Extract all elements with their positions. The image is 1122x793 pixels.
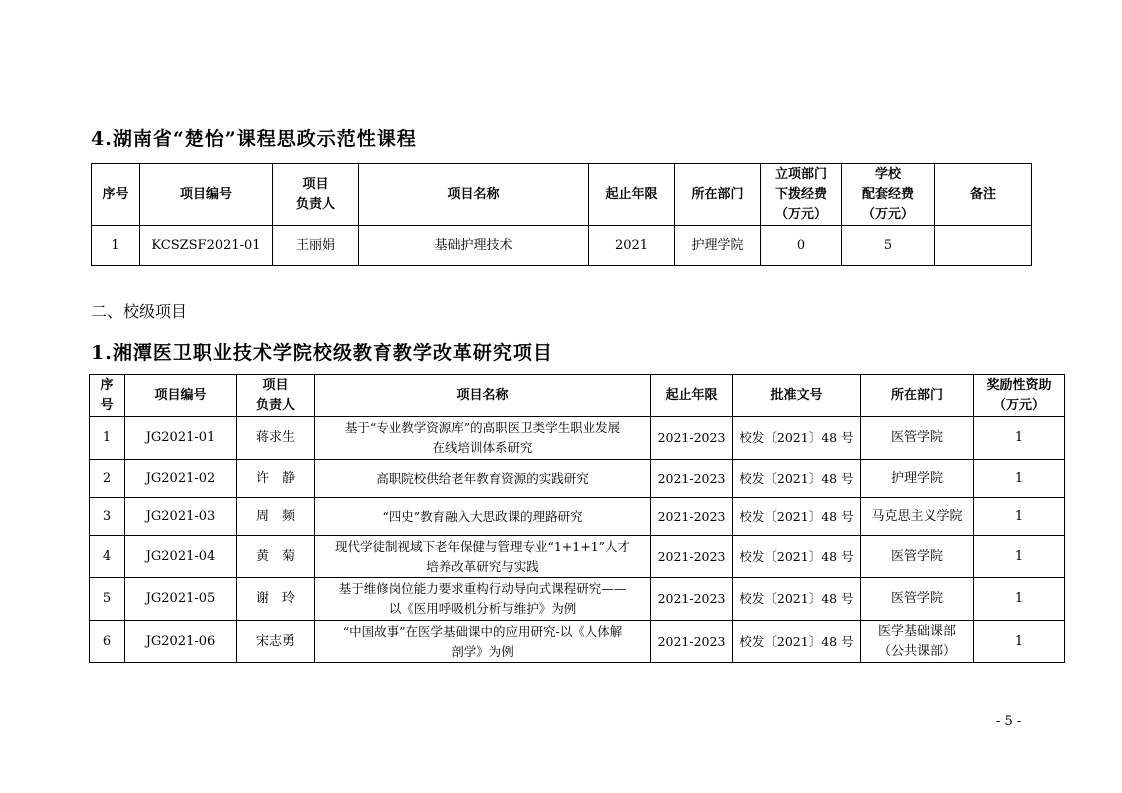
col-header: 项目编号 xyxy=(140,164,273,226)
table-cell: 校发〔2021〕48 号 xyxy=(733,578,861,621)
col-header: 立项部门 下拨经费 （万元） xyxy=(761,164,842,226)
section2-title: 1.湘潭医卫职业技术学院校级教育教学改革研究项目 xyxy=(91,342,553,364)
table-cell: 1 xyxy=(90,417,125,460)
table-cell: 5 xyxy=(90,578,125,621)
table-cell: 校发〔2021〕48 号 xyxy=(733,417,861,460)
provincial-course-table xyxy=(91,163,1032,266)
table-cell: 许 静 xyxy=(237,460,315,498)
table-cell: JG2021-02 xyxy=(125,460,237,498)
col-header: 所在部门 xyxy=(675,164,761,226)
section1-title: 4.湖南省“楚怡”课程思政示范性课程 xyxy=(91,128,417,150)
col-header: 项目名称 xyxy=(359,164,589,226)
table-row xyxy=(92,226,1032,266)
table-cell: 基于“专业教学资源库”的高职医卫类学生职业发展 在线培训体系研究 xyxy=(315,417,651,460)
table-cell: 宋志勇 xyxy=(237,621,315,663)
table-cell: 黄 菊 xyxy=(237,536,315,578)
table-header-row xyxy=(90,375,1065,417)
page-number: - 5 - xyxy=(996,714,1022,729)
table-cell: 校发〔2021〕48 号 xyxy=(733,536,861,578)
table-cell: 6 xyxy=(90,621,125,663)
table-cell: 基础护理技术 xyxy=(359,226,589,266)
school-reform-table xyxy=(89,374,1065,663)
col-header: 起止年限 xyxy=(589,164,675,226)
col-header: 项目 负责人 xyxy=(237,375,315,417)
table-cell: 2021-2023 xyxy=(651,460,733,498)
table-row xyxy=(90,498,1065,536)
table-cell: 护理学院 xyxy=(675,226,761,266)
table-cell: 1 xyxy=(974,621,1065,663)
section2-heading: 二、校级项目 xyxy=(91,302,188,321)
table-row xyxy=(90,417,1065,460)
table-cell: 高职院校供给老年教育资源的实践研究 xyxy=(315,460,651,498)
col-header: 批准文号 xyxy=(733,375,861,417)
table-cell: “中国故事”在医学基础课中的应用研究-以《人体解 剖学》为例 xyxy=(315,621,651,663)
col-header: 奖励性资助 （万元） xyxy=(974,375,1065,417)
table-cell: JG2021-04 xyxy=(125,536,237,578)
table-cell: JG2021-03 xyxy=(125,498,237,536)
table-cell: 4 xyxy=(90,536,125,578)
col-header: 起止年限 xyxy=(651,375,733,417)
table-cell: 马克思主义学院 xyxy=(861,498,974,536)
table-cell: 护理学院 xyxy=(861,460,974,498)
table-cell: 王丽娟 xyxy=(273,226,359,266)
table-row xyxy=(90,578,1065,621)
table-row xyxy=(90,536,1065,578)
table-cell: 1 xyxy=(92,226,140,266)
table-cell: JG2021-01 xyxy=(125,417,237,460)
table-cell: 2021 xyxy=(589,226,675,266)
table-row xyxy=(90,460,1065,498)
table-cell: 2021-2023 xyxy=(651,498,733,536)
table-cell: “四史”教育融入大思政课的理路研究 xyxy=(315,498,651,536)
table-cell: 校发〔2021〕48 号 xyxy=(733,460,861,498)
table-cell: 2021-2023 xyxy=(651,536,733,578)
table-row xyxy=(90,621,1065,663)
table-cell: 周 频 xyxy=(237,498,315,536)
table-cell: JG2021-06 xyxy=(125,621,237,663)
table-cell: 谢 玲 xyxy=(237,578,315,621)
table-cell: 2021-2023 xyxy=(651,417,733,460)
table-cell: 1 xyxy=(974,460,1065,498)
table-cell: 1 xyxy=(974,498,1065,536)
col-header: 学校 配套经费 （万元） xyxy=(842,164,935,226)
table-cell: 1 xyxy=(974,417,1065,460)
table-cell: 0 xyxy=(761,226,842,266)
col-header: 项目 负责人 xyxy=(273,164,359,226)
table-cell: 2 xyxy=(90,460,125,498)
table-cell: 1 xyxy=(974,578,1065,621)
table-cell: 蒋求生 xyxy=(237,417,315,460)
table-cell: 医管学院 xyxy=(861,417,974,460)
table-header-row xyxy=(92,164,1032,226)
table-cell: JG2021-05 xyxy=(125,578,237,621)
table-cell: 5 xyxy=(842,226,935,266)
col-header: 序号 xyxy=(92,164,140,226)
table-cell: 现代学徒制视域下老年保健与管理专业“1+1+1”人才 培养改革研究与实践 xyxy=(315,536,651,578)
table-cell: 3 xyxy=(90,498,125,536)
col-header: 备注 xyxy=(935,164,1032,226)
table-cell: 医管学院 xyxy=(861,536,974,578)
col-header: 所在部门 xyxy=(861,375,974,417)
table-cell: KCSZSF2021-01 xyxy=(140,226,273,266)
table-cell: 医管学院 xyxy=(861,578,974,621)
table-cell: 医学基础课部 （公共课部） xyxy=(861,621,974,663)
table-cell: 2021-2023 xyxy=(651,578,733,621)
table-cell xyxy=(935,226,1032,266)
table-cell: 基于维修岗位能力要求重构行动导向式课程研究—— 以《医用呼吸机分析与维护》为例 xyxy=(315,578,651,621)
table-cell: 校发〔2021〕48 号 xyxy=(733,498,861,536)
table-cell: 校发〔2021〕48 号 xyxy=(733,621,861,663)
col-header: 项目名称 xyxy=(315,375,651,417)
table-cell: 1 xyxy=(974,536,1065,578)
table-cell: 2021-2023 xyxy=(651,621,733,663)
col-header: 序 号 xyxy=(90,375,125,417)
col-header: 项目编号 xyxy=(125,375,237,417)
